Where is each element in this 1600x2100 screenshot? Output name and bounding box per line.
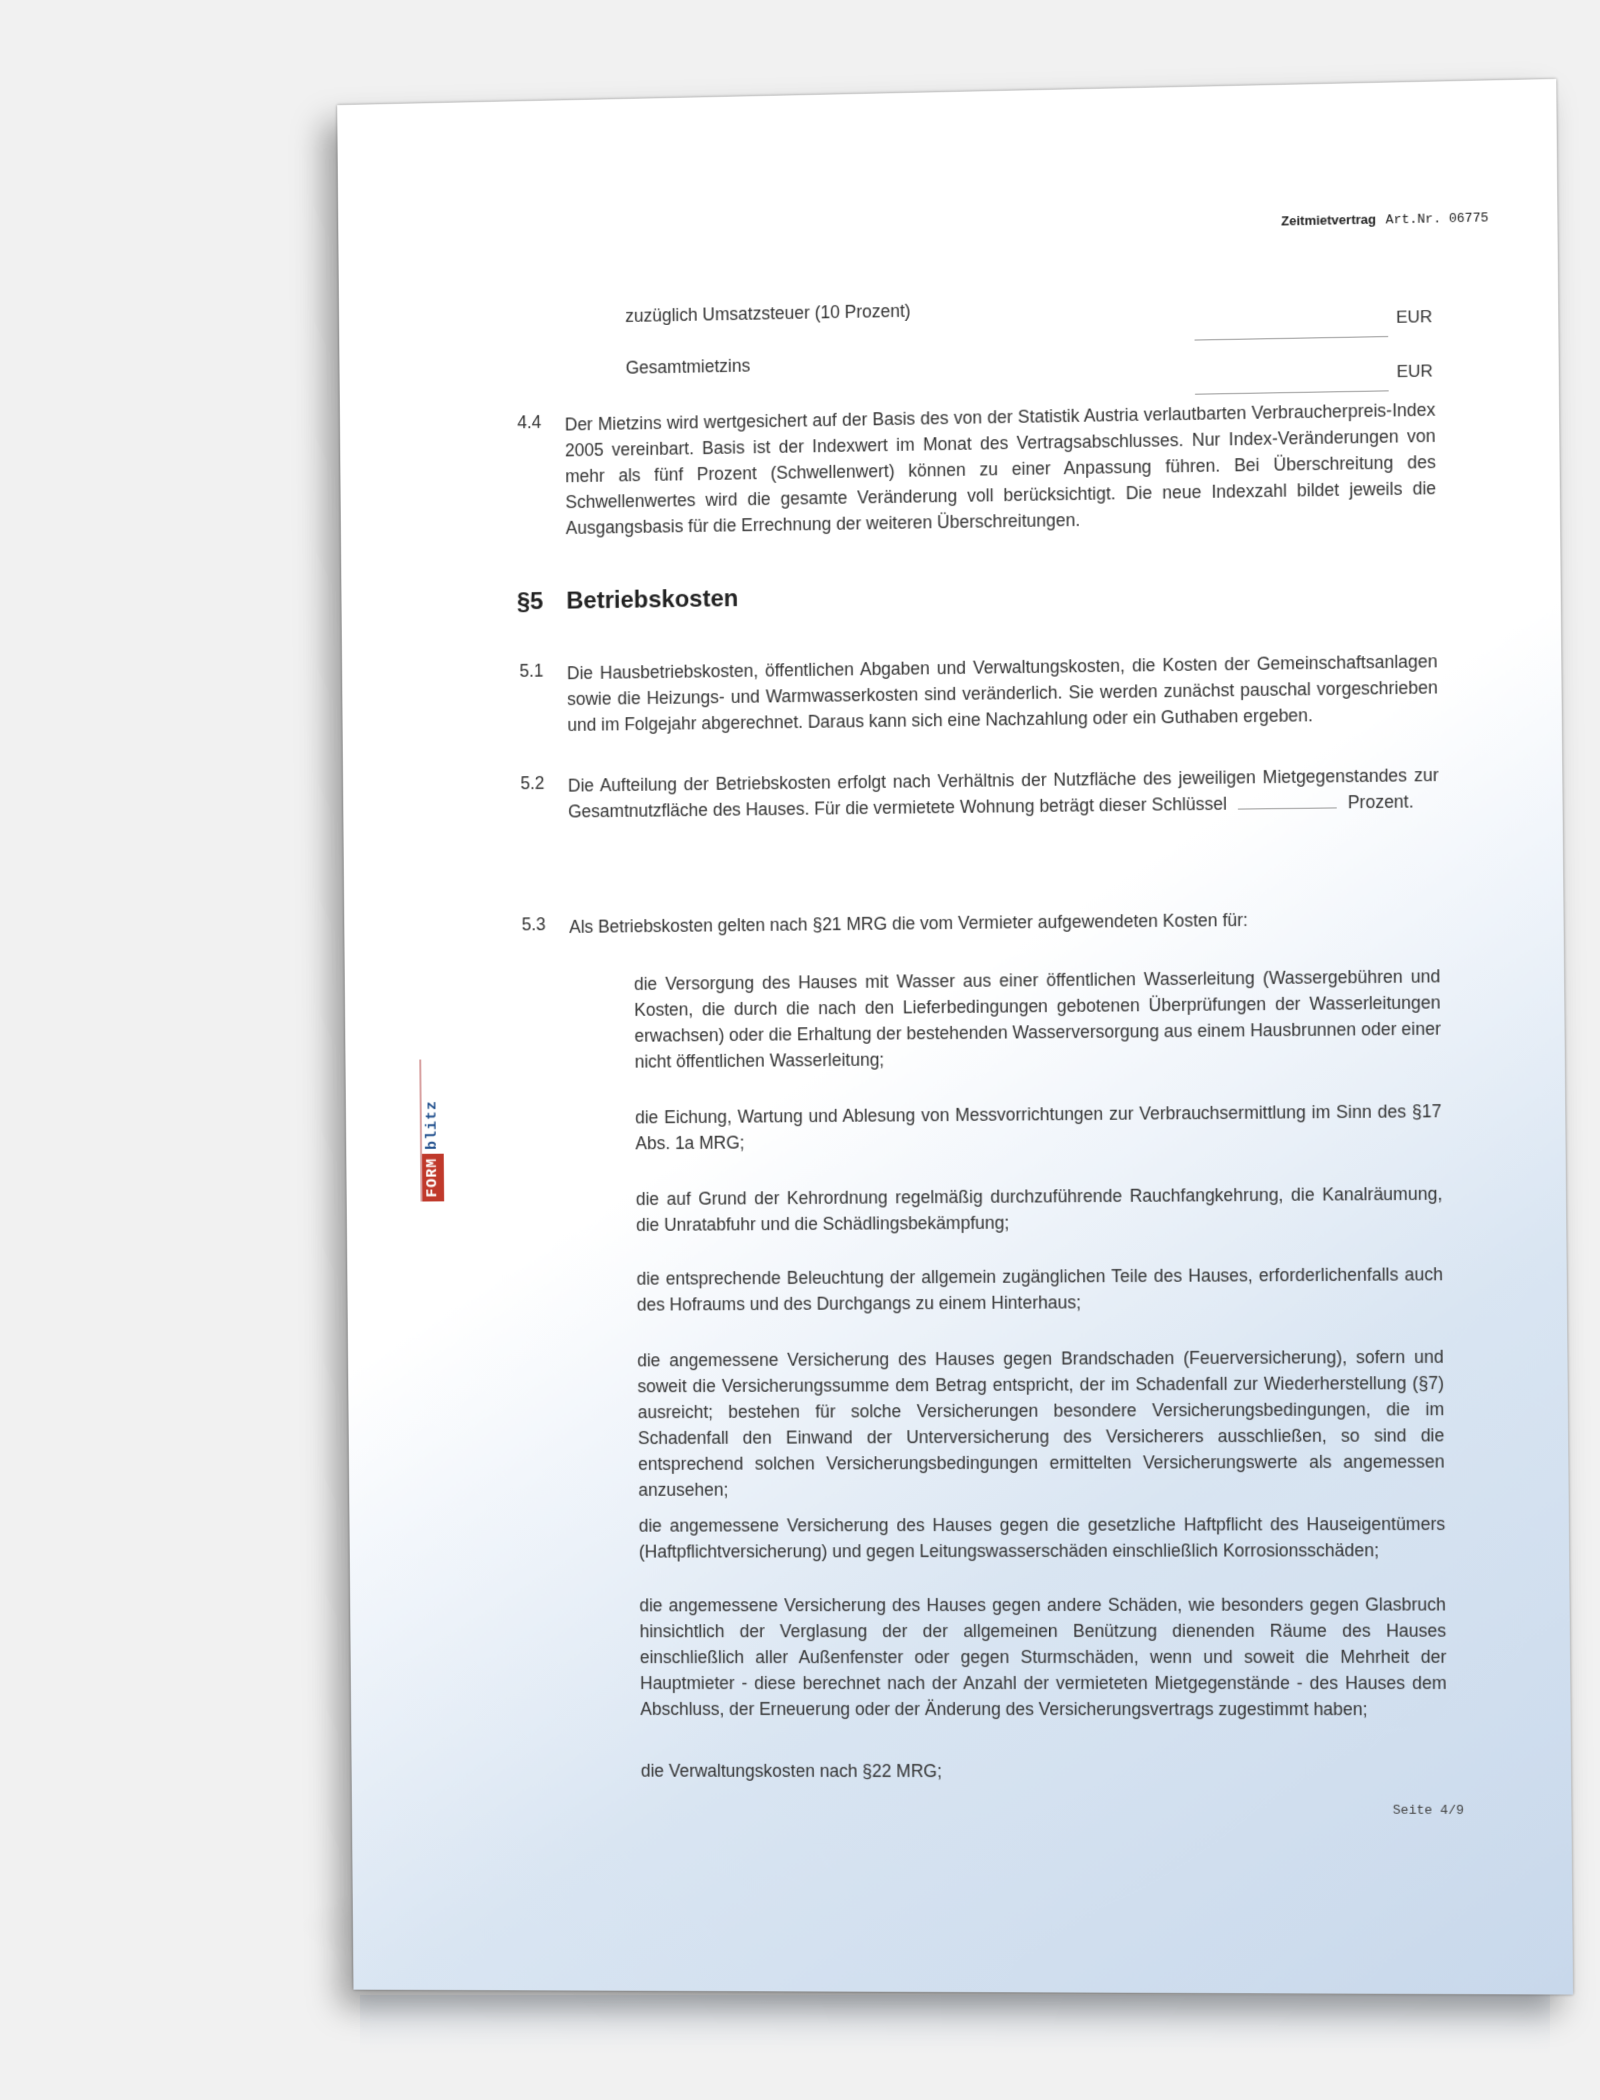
section-5-title: Betriebskosten xyxy=(566,585,739,615)
logo-form-text: FORM xyxy=(422,1154,444,1202)
formblitz-logo xyxy=(419,1059,444,1201)
document-header xyxy=(1281,209,1488,229)
cost-item: die angemessene Versicherung des Hauses gegen andere Schäden, wie besonders gegen Glasbruch hinsichtlich der Verglasung der der allgemeinen Benützung dienenden Räume des Hauses einschließlich aller Außenfenster oder gegen Sturmschäden, wenn und soweit die Mehrheit der Hauptmieter - diese berechnet nach der Anzahl der vermieteten Mietgegenstände - des Hauses dem Abschluss, der Erneuerung oder der Änderung des Versicherungsvertrags zugestimmt haben; xyxy=(639,1594,1447,1720)
tax-currency: EUR xyxy=(1396,307,1433,327)
page-reflection xyxy=(360,1995,1550,2055)
section-5-3-number: 5.3 xyxy=(521,914,546,935)
section-5-1-text: Die Hausbetriebskosten, öffentlichen Abgaben und Verwaltungskosten, die Kosten der Gemeinschaftsanlagen sowie die Heizungs- und Warmwasserkosten sind veränderlich. Sie werden zunächst pauschal vorgeschrieben und im Folgejahr abgerechnet. Daraus kann sich eine Nachzahlung oder ein Guthaben ergeben. xyxy=(566,651,1438,735)
total-label: Gesamtmietzins xyxy=(625,355,751,378)
page-number: Seite 4/9 xyxy=(1392,1802,1464,1818)
cost-item: die auf Grund der Kehrordnung regelmäßig durchzuführende Rauchfangkehrung, die Kanalräumung, die Unratabfuhr und die Schädlingsbekämpfung; xyxy=(635,1183,1443,1235)
section-5-2-body: Die Aufteilung der Betriebskosten erfolgt nach Verhältnis der Nutzfläche des jeweiligen Mietgegenstandes zur Gesamtnutzfläche des Hauses. Für die vermietete Wohnung beträgt dieser Schlüssel xyxy=(567,764,1439,822)
document-page xyxy=(337,79,1573,1995)
section-5-2-text xyxy=(568,762,1439,825)
key-percent-blank xyxy=(1238,807,1337,809)
cost-item: die angemessene Versicherung des Hauses gegen Brandschaden (Feuerversicherung), sofern und soweit die Versicherungssumme dem Betrag entspricht, der im Schadenfall zur Wiederherstellung (§7) ausreicht; bestehen für solche Versicherungen besondere Versicherungsbedingungen, die im Schadenfall den Einwand der Unterversicherung des Versicherers ausschließen, so sind die entsprechend solchen Versicherungsbedingungen ermittelten Versicherungswerte als angemessen anzusehen; xyxy=(637,1346,1445,1500)
tax-amount-blank xyxy=(1194,324,1388,346)
document-type: Zeitmietvertrag xyxy=(1281,211,1377,229)
section-5-number: §5 xyxy=(516,588,544,616)
logo-blitz-text: blitz xyxy=(422,1096,444,1154)
total-amount-blank xyxy=(1195,378,1389,399)
cost-item: die Versorgung des Hauses mit Wasser aus einer öffentlichen Wasserleitung (Wassergebühren und Kosten, die durch die nach den Lieferbedingungen gebotenen Überprüfungen der Wasserleitungen erwachsen) oder die Erhaltung der bestehenden Wasserversorgung aus einem Hausbrunnen oder einer nicht öffentlichen Wasserleitung; xyxy=(633,966,1441,1072)
cost-item: die angemessene Versicherung des Hauses gegen die gesetzliche Haftpflicht des Hauseigentümers (Haftpflichtversicherung) und gegen Leitungswasserschäden einschließlich Korrosionsschäden; xyxy=(638,1513,1446,1562)
tax-label: zuzüglich Umsatzsteuer (10 Prozent) xyxy=(625,300,911,326)
section-5-1-number: 5.1 xyxy=(519,660,544,681)
total-currency: EUR xyxy=(1396,361,1434,382)
section-5-3-intro: Als Betriebskosten gelten nach §21 MRG die vom Vermieter aufgewendeten Kosten für: xyxy=(569,909,1249,937)
section-5-2-suffix: Prozent. xyxy=(1347,791,1414,813)
cost-item: die Eichung, Wartung und Ablesung von Messvorrichtungen zur Verbrauchsermittlung im Sinn des §17 Abs. 1a MRG; xyxy=(635,1101,1442,1154)
section-5-2-number: 5.2 xyxy=(520,773,545,794)
cost-item: die entsprechende Beleuchtung der allgemein zugänglichen Teile des Hauses, erforderlichenfalls auch des Hofraums und des Durchgangs zu einem Hinterhaus; xyxy=(636,1264,1444,1315)
section-4-4-body: Der Mietzins wird wertgesichert auf der Basis des von der Statistik Austria verlautbarten Verbraucherpreis-Index 2005 vereinbart. Basis ist der Indexwert im Monat des Vertragsabschlusses. Nur Index-Veränderungen von mehr als fünf Prozent (Schwellenwert) können zu einer Anpassung führen. Bei Überschreitung des Schwellenwertes wird die gesamte Veränderung voll berücksichtigt. Die neue Indexzahl bildet jeweils die Ausgangsbasis für die Errechnung der weiteren Überschreitungen. xyxy=(564,399,1437,538)
section-4-4-text xyxy=(565,397,1437,541)
cost-item: die Verwaltungskosten nach §22 MRG; xyxy=(640,1760,943,1782)
article-number: Art.Nr. 06775 xyxy=(1385,210,1489,228)
section-4-4-number: 4.4 xyxy=(517,412,542,433)
